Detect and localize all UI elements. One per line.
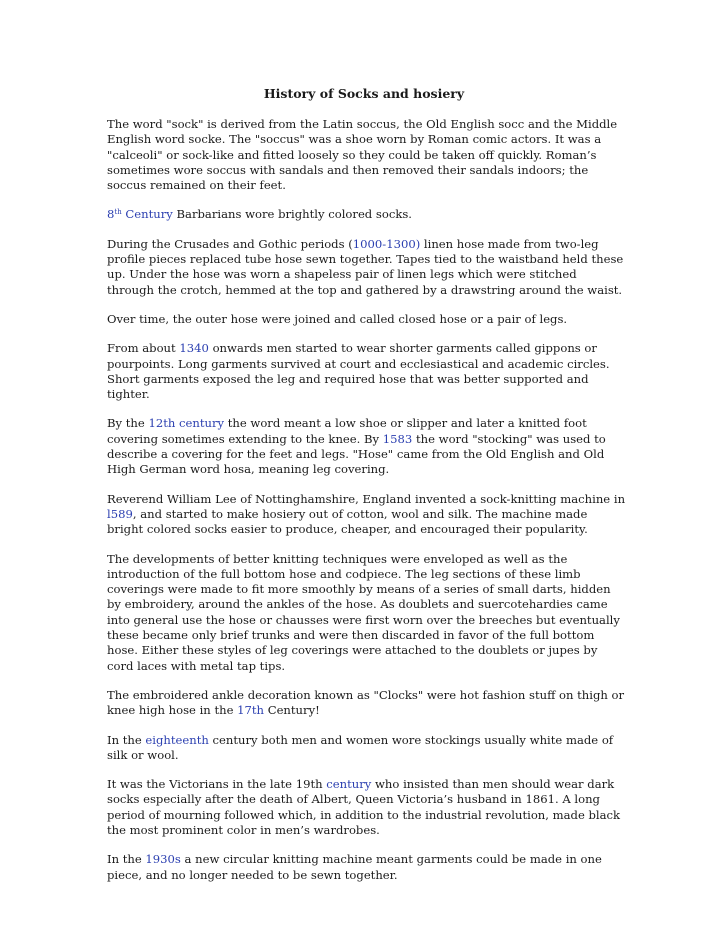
paragraph-crusades bbox=[107, 237, 627, 298]
paragraph-12th-century bbox=[107, 416, 627, 477]
paragraph-text: 19th bbox=[295, 777, 323, 792]
highlight-decade: 1930s bbox=[145, 852, 181, 867]
paragraph-text: From about bbox=[107, 341, 180, 356]
paragraph-text: It was the Victorians in the late bbox=[107, 777, 296, 792]
paragraph-1930s bbox=[107, 852, 627, 883]
paragraph-text: , and started to make hosiery out of cotton, wool and silk. The machine made bright colored socks easier to produce, cheaper, and encouraged their popularity. bbox=[107, 506, 588, 537]
highlight-year: 1583 bbox=[382, 431, 413, 446]
paragraph-1340 bbox=[107, 341, 627, 402]
paragraph-text: linen hose made from two-leg profile pieces replaced tube hose sewn together. Tapes tied to the waistband held these up. Under the hose was worn a shapeless pair of linen legs which were stitched through the crotch, hemmed at the top and gathered by a drawstring around the waist. bbox=[107, 236, 624, 297]
highlight-century: eighteenth bbox=[145, 732, 209, 747]
paragraph-text: Century! bbox=[264, 703, 320, 718]
paragraph-text: the word "stocking" was used to describe a covering for the feet and legs. "Hose" came from the Old English and Old High German word hosa, meaning leg covering. bbox=[107, 431, 606, 477]
paragraph-text: Reverend William Lee of Nottinghamshire, England invented a sock-knitting machine in bbox=[107, 491, 626, 506]
paragraph-victorians bbox=[107, 777, 627, 838]
paragraph-text: During the Crusades and Gothic periods ( bbox=[107, 236, 353, 251]
paragraph-text: who insisted than men should wear dark socks especially after the death of Albert, Queen Victoria’s husband in 1861. A long period of mourning followed which, in addition to the industrial revolution, made black the most prominent color in men’s wardrobes. bbox=[107, 777, 621, 837]
paragraph-text: a new circular knitting machine meant garments could be made in one piece, and no longer needed to be sewn together. bbox=[107, 852, 602, 882]
highlight-date-range: 1000-1300) bbox=[352, 236, 421, 251]
paragraph-text: In the bbox=[107, 732, 146, 747]
document-body bbox=[107, 117, 627, 897]
superscript-ordinal: th bbox=[114, 208, 122, 217]
highlight-century: century bbox=[326, 777, 372, 792]
paragraph-text: By the bbox=[107, 416, 149, 431]
highlight-century-word: Century bbox=[125, 207, 173, 222]
paragraph-william-lee bbox=[107, 492, 627, 538]
paragraph-8th-century bbox=[107, 207, 627, 222]
paragraph-text: In the bbox=[107, 852, 146, 867]
paragraph-text: Barbarians wore brightly colored socks. bbox=[172, 207, 412, 222]
paragraph-etymology: The word "sock" is derived from the Latin soccus, the Old English socc and the Middle English word socke. The "soccus" was a shoe worn by Roman comic actors. It was a "calceoli" or sock-like and fitted loosely so they could be taken off quickly. Roman’s sometimes wore soccus with sandals and then removed their sandals indoors; the soccus remained on their feet. bbox=[107, 117, 618, 193]
paragraph-text: onwards men started to wear shorter garments called gippons or pourpoints. Long garments survived at court and ecclesiastical and academic circles. Short garments exposed the leg and required hose that was better supported and tighter. bbox=[107, 341, 610, 402]
highlight-century-number: 8 bbox=[107, 207, 115, 222]
paragraph-clocks bbox=[107, 688, 627, 719]
highlight-year: l589 bbox=[107, 506, 133, 521]
paragraph-text: century both men and women wore stockings usually white made of silk or wool. bbox=[107, 732, 614, 762]
highlight-century: 17th bbox=[237, 703, 265, 718]
highlight-year: 1340 bbox=[179, 341, 209, 356]
paragraph-closed-hose: Over time, the outer hose were joined and called closed hose or a pair of legs. bbox=[107, 311, 568, 326]
paragraph-text: the word meant a low shoe or slipper and later a knitted foot covering sometimes extending to the knee. By bbox=[107, 416, 587, 446]
document-title: History of Socks and hosiery bbox=[263, 86, 465, 101]
paragraph-knitting-developments: The developments of better knitting techniques were enveloped as well as the introduction of the full bottom hose and codpiece. The leg sections of these limb coverings were made to fit more smoothly by means of a series of small darts, hidden by embroidery, around the ankles of the hose. As doublets and suercotehardies came into general use the hose or chausses were first worn over the breeches but eventually these became only brief trunks and were then discarded in favor of the full bottom hose. Either these styles of leg coverings were attached to the doublets or jupes by cord laces with metal tap tips. bbox=[107, 551, 620, 673]
paragraph-eighteenth-century bbox=[107, 733, 627, 764]
highlight-century: 12th century bbox=[148, 416, 225, 431]
paragraph-text: The embroidered ankle decoration known as "Clocks" were hot fashion stuff on thigh or knee high hose in the bbox=[107, 687, 625, 718]
